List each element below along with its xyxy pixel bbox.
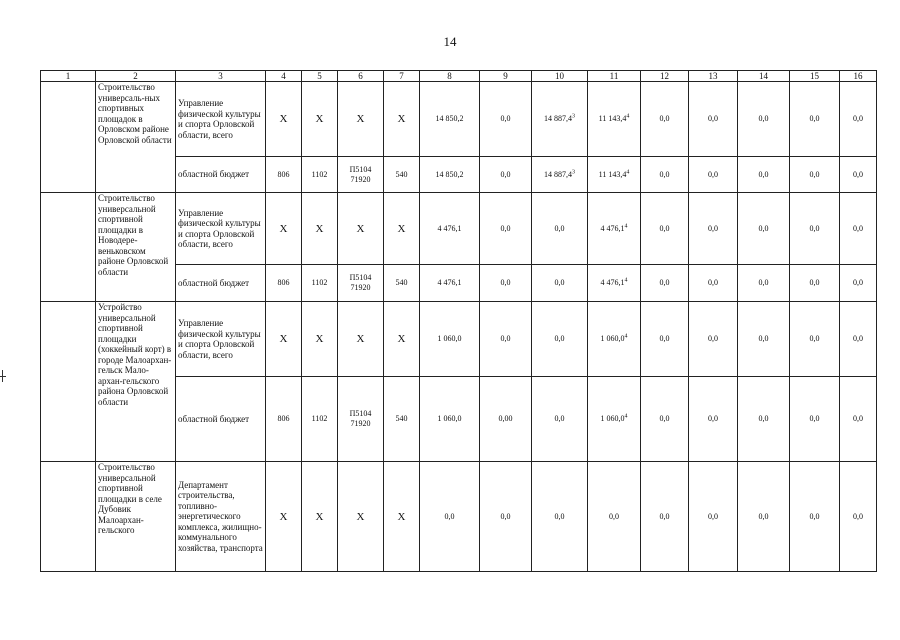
cell-value: Х [315,222,324,235]
footnote-mark: 4 [626,113,630,120]
value-cell [738,265,790,302]
value-cell [532,157,588,193]
cell-value: Х [315,510,324,523]
value-cell [302,377,338,462]
value-cell [790,265,840,302]
cell-value: 0,0 [758,169,769,179]
cell-value: 0,0 [444,511,455,521]
cell-value: 0,0 [554,278,565,287]
row-number-cell [41,82,96,193]
cell-value: 0,0 [708,278,718,287]
cell-value: Х [279,333,288,345]
value-cell [738,302,790,377]
column-header: 11 [588,71,641,82]
cell-value: 4 476,1 [437,223,462,233]
cell-value: Х [315,333,324,345]
cell-value: Х [315,113,324,125]
cell-value: 0,0 [554,511,565,521]
value-cell [588,193,641,265]
cell-value: 0,0 [708,414,718,423]
column-header: 10 [532,71,588,82]
value-cell [302,193,338,265]
cell-value: 14 850,2 [435,114,464,123]
cell-value: 0,0 [609,511,619,521]
footnote-mark: 3 [572,168,575,175]
value-cell [384,302,420,377]
value-cell [840,462,877,572]
value-cell [738,462,790,572]
cell-value: 0,0 [853,511,863,521]
value-cell [840,377,877,462]
value-cell [588,82,641,157]
value-cell [840,193,877,265]
cell-value: 0,0 [659,169,670,179]
cell-value: 0,0 [659,278,670,287]
object-name-cell: Устройство универсальной спортивной площадки (хоккейный корт) в городе Малоархан-гельск Мало-архан-гельского района Орловской области [96,302,176,462]
value-cell [384,193,420,265]
cell-value: 0,0 [853,223,863,233]
value-cell [338,157,384,193]
column-header: 3 [176,71,266,82]
footnote-mark: 4 [624,222,628,229]
value-cell [420,157,480,193]
cell-value: 0,0 [809,278,820,287]
value-cell [532,377,588,462]
cell-value: 0,0 [659,511,670,521]
value-cell [790,157,840,193]
value-cell [302,82,338,157]
cell-value: 4 476,1 [600,223,625,233]
funding-source-cell: Департамент строительства, топливно-энергетического комплекса, жилищно-коммунального хозяйства, транспорта [176,462,266,572]
cell-value: 0,0 [659,114,670,123]
value-cell [641,265,689,302]
value-cell [790,462,840,572]
value-cell [480,157,532,193]
footnote-mark: 4 [624,277,628,284]
value-cell [266,193,302,265]
value-cell [532,462,588,572]
column-header: 14 [738,71,790,82]
funding-source-cell: Управление физической культуры и спорта Орловской области, всего [176,82,266,157]
cell-value: 0,0 [809,511,820,521]
object-name-cell: Строительство универсальной спортивной площадки в Новодере-веньковском районе Орловской области [96,193,176,302]
cell-value: 0,0 [708,223,718,233]
cell-value: 540 [395,414,408,423]
cell-value: 1 060,0 [437,414,462,423]
cell-value: 1 060,0 [600,334,625,343]
value-cell [338,265,384,302]
value-cell [532,302,588,377]
value-cell [840,82,877,157]
footnote-mark: 4 [624,413,628,420]
cell-value: 0,0 [758,223,769,233]
value-cell [420,193,480,265]
value-cell [338,462,384,572]
table-row [41,462,877,572]
value-cell [641,82,689,157]
object-name-cell: Строительство универсаль-ных спортивных площадок в Орловском районе Орловской области [96,82,176,193]
column-header: 13 [689,71,738,82]
value-cell [738,377,790,462]
cell-value: 0,0 [500,114,511,123]
value-cell [588,302,641,377]
cell-value: 11 143,4 [598,114,627,123]
value-cell [588,462,641,572]
cell-value: 0,0 [708,114,718,123]
cell-value: 0,0 [500,334,511,343]
cell-value: 806 [277,414,290,423]
value-cell [338,193,384,265]
value-cell [738,157,790,193]
cell-value: 0,0 [659,223,670,233]
value-cell [738,193,790,265]
cell-value: П5104 71920 [349,409,372,428]
column-header: 2 [96,71,176,82]
cell-value: 4 476,1 [600,278,625,287]
table-row [41,82,877,157]
margin-mark [0,376,6,377]
value-cell [689,157,738,193]
value-cell [384,377,420,462]
funding-source-cell: областной бюджет [176,265,266,302]
column-header: 12 [641,71,689,82]
cell-value: 14 887,4 [544,169,572,179]
cell-value: 0,0 [500,511,511,521]
value-cell [641,193,689,265]
object-name-cell: Строительство универсальной спортивной площадки в селе Дубовик Малоархан-гельского [96,462,176,572]
cell-value: 11 143,4 [598,169,627,179]
cell-value: 0,0 [500,223,511,233]
cell-value: 0,0 [809,169,820,179]
cell-value: 4 476,1 [437,278,462,287]
value-cell [738,82,790,157]
table-row [41,302,877,377]
cell-value: 0,0 [554,334,565,343]
cell-value: 0,0 [500,278,511,287]
margin-mark [2,370,3,382]
column-header: 9 [480,71,532,82]
value-cell [266,82,302,157]
funding-source-cell: Управление физической культуры и спорта Орловской области, всего [176,302,266,377]
value-cell [480,462,532,572]
cell-value: 0,0 [809,334,820,343]
column-header: 6 [338,71,384,82]
value-cell [480,193,532,265]
cell-value: 0,0 [708,334,718,343]
cell-value: 0,0 [659,414,670,423]
cell-value: Х [397,510,406,523]
value-cell [420,462,480,572]
value-cell [266,377,302,462]
value-cell [420,302,480,377]
value-cell [338,82,384,157]
cell-value: 0,0 [708,511,718,521]
funding-source-cell: областной бюджет [176,157,266,193]
footnote-mark: 3 [572,113,575,120]
cell-value: П5104 71920 [349,273,372,292]
value-cell [266,265,302,302]
cell-value: Х [356,333,365,345]
cell-value: Х [356,113,365,125]
value-cell [302,265,338,302]
cell-value: 540 [395,169,408,179]
value-cell [840,157,877,193]
value-cell [384,265,420,302]
column-header: 5 [302,71,338,82]
cell-value: 0,0 [853,114,863,123]
cell-value: Х [356,510,365,523]
cell-value: 0,0 [758,278,769,287]
value-cell [532,265,588,302]
value-cell [641,462,689,572]
value-cell [532,82,588,157]
value-cell [420,377,480,462]
value-cell [641,157,689,193]
value-cell [338,302,384,377]
row-number-cell [41,193,96,302]
value-cell [302,157,338,193]
cell-value: 0,00 [498,414,513,423]
cell-value: 1102 [311,278,328,287]
funding-source-cell: Управление физической культуры и спорта Орловской области, всего [176,193,266,265]
cell-value: Х [356,222,365,235]
column-header: 8 [420,71,480,82]
value-cell [266,302,302,377]
cell-value: 1 060,0 [437,334,462,343]
table-header-row [41,71,877,82]
cell-value: Х [279,113,288,125]
value-cell [384,82,420,157]
cell-value: 14 887,4 [544,114,572,123]
value-cell [532,193,588,265]
value-cell [790,377,840,462]
column-header: 4 [266,71,302,82]
value-cell [689,302,738,377]
cell-value: 1102 [311,414,328,423]
cell-value: 1 060,0 [600,414,625,423]
column-header: 7 [384,71,420,82]
row-number-cell [41,462,96,572]
cell-value: 14 850,2 [435,169,464,179]
row-number-cell [41,302,96,462]
cell-value: 0,0 [853,414,863,423]
value-cell [689,265,738,302]
value-cell [790,82,840,157]
cell-value: Х [397,113,406,125]
value-cell [480,377,532,462]
table-row [41,193,877,265]
value-cell [384,157,420,193]
value-cell [384,462,420,572]
footnote-mark: 4 [626,168,630,175]
value-cell [588,157,641,193]
value-cell [266,157,302,193]
cell-value: 0,0 [500,169,511,179]
cell-value: 806 [277,169,290,179]
cell-value: Х [279,222,288,235]
cell-value: Х [279,510,288,523]
cell-value: 0,0 [708,169,718,179]
value-cell [480,82,532,157]
cell-value: Х [397,222,406,235]
value-cell [480,265,532,302]
value-cell [641,377,689,462]
value-cell [266,462,302,572]
value-cell [338,377,384,462]
value-cell [689,193,738,265]
funding-source-cell: областной бюджет [176,377,266,462]
value-cell [840,265,877,302]
cell-value: 0,0 [758,511,769,521]
cell-value: 1102 [311,169,328,179]
cell-value: Х [397,333,406,345]
cell-value: 0,0 [758,334,769,343]
value-cell [790,193,840,265]
cell-value: 0,0 [809,223,820,233]
cell-value: 0,0 [853,334,863,343]
cell-value: 0,0 [853,278,863,287]
cell-value: 540 [395,278,408,287]
cell-value: 0,0 [809,414,820,423]
cell-value: 0,0 [554,414,565,423]
value-cell [420,265,480,302]
value-cell [588,265,641,302]
value-cell [689,462,738,572]
value-cell [689,377,738,462]
footnote-mark: 4 [624,333,628,340]
value-cell [689,82,738,157]
cell-value: 0,0 [809,114,820,123]
column-header: 16 [840,71,877,82]
value-cell [302,462,338,572]
cell-value: 0,0 [554,223,565,233]
cell-value: 0,0 [758,114,769,123]
cell-value: 0,0 [758,414,769,423]
cell-value: 806 [277,278,290,287]
cell-value: 0,0 [853,169,863,179]
value-cell [420,82,480,157]
column-header: 15 [790,71,840,82]
cell-value: П5104 71920 [349,164,372,184]
budget-table [40,70,877,572]
value-cell [790,302,840,377]
value-cell [480,302,532,377]
value-cell [302,302,338,377]
value-cell [641,302,689,377]
page-number: 14 [443,34,457,49]
cell-value: 0,0 [659,334,670,343]
value-cell [588,377,641,462]
value-cell [840,302,877,377]
column-header: 1 [41,71,96,82]
